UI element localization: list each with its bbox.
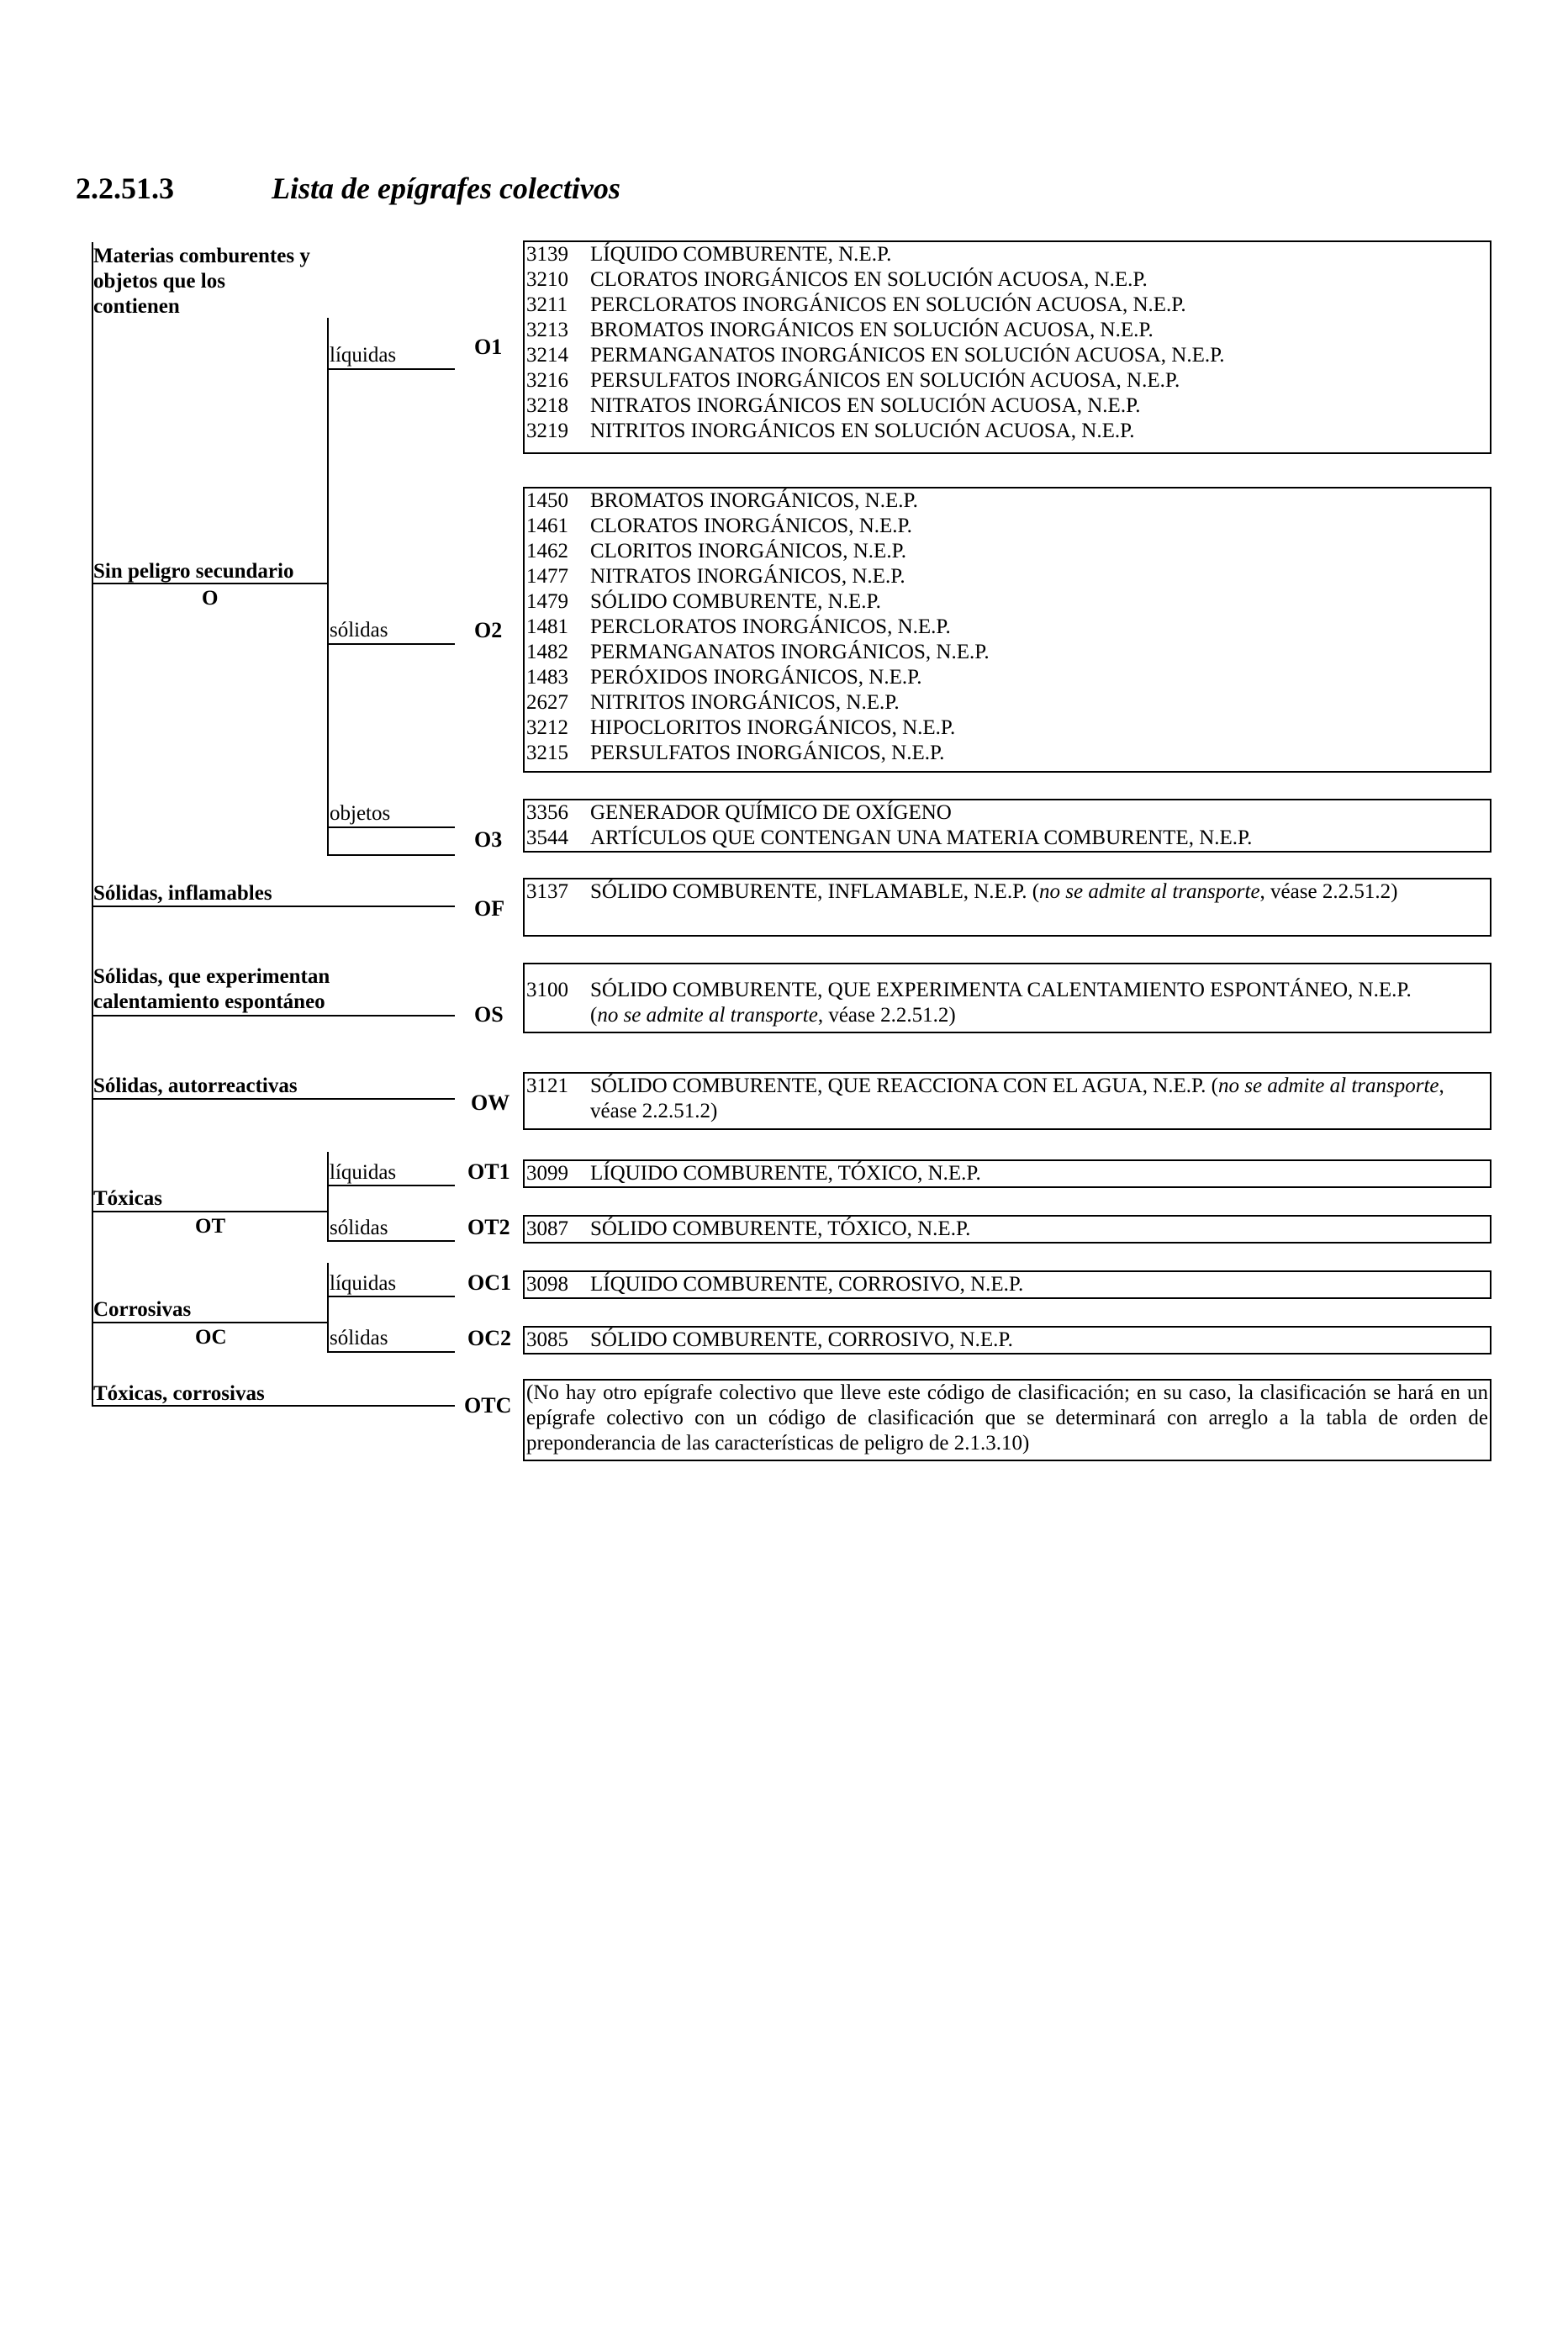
- corrosive-label: Corrosivas: [93, 1298, 192, 1321]
- un-number: 3218: [526, 394, 568, 417]
- entries-box-o2: [523, 487, 1491, 773]
- entry-row: [526, 1328, 1485, 1353]
- tree-line-no-secondary: [92, 583, 327, 584]
- sub-liquids-oc: líquidas: [330, 1272, 397, 1295]
- tree-line-self-heating: [92, 1015, 455, 1017]
- entry-name: PERMANGANATOS INORGÁNICOS, N.E.P.: [590, 641, 990, 663]
- entries-box-ot1: [523, 1159, 1491, 1188]
- un-number: 3085: [526, 1328, 568, 1351]
- code-oc1: OC1: [467, 1270, 511, 1295]
- entry-row: [526, 615, 1485, 640]
- un-number: 3137: [526, 880, 568, 903]
- entry-note: no se admite al transporte: [597, 1004, 818, 1027]
- un-number: 1461: [526, 515, 568, 537]
- tree-line-liquids: [327, 368, 455, 370]
- entry-row: [526, 589, 1485, 615]
- tree-line-toxic: [92, 1211, 327, 1212]
- entry-name: LÍQUIDO COMBURENTE, N.E.P.: [590, 243, 892, 266]
- toxic-code: OT: [195, 1215, 226, 1238]
- entry-row: [526, 665, 1485, 690]
- code-o2: O2: [474, 618, 503, 642]
- code-os: OS: [474, 1002, 504, 1027]
- entry-name: CLORATOS INORGÁNICOS EN SOLUCIÓN ACUOSA, N.E.P.: [590, 268, 1148, 291]
- entry-name: SÓLIDO COMBURENTE, QUE REACCIONA CON EL AGUA, N.E.P. (: [590, 1075, 1218, 1097]
- un-number: 3212: [526, 716, 568, 739]
- entries-box-os: [523, 963, 1491, 1033]
- entries-box-ow: [523, 1072, 1491, 1130]
- entry-row: [526, 343, 1485, 368]
- entry-name: NITRATOS INORGÁNICOS EN SOLUCIÓN ACUOSA, N.E.P.: [590, 394, 1141, 417]
- entry-row: [526, 393, 1485, 419]
- entry-row: [526, 419, 1485, 444]
- entry-name: SÓLIDO COMBURENTE, INFLAMABLE, N.E.P. (: [590, 880, 1040, 903]
- entry-tail: , véase 2.2.51.2): [590, 1075, 1444, 1122]
- entry-name: BROMATOS INORGÁNICOS EN SOLUCIÓN ACUOSA, N.E.P.: [590, 319, 1154, 341]
- tree-line-water-reactive: [92, 1098, 455, 1100]
- un-number: 3211: [526, 293, 568, 316]
- tree-o-vertical: [327, 318, 329, 856]
- code-o3: O3: [474, 827, 503, 852]
- section-title: Lista de epígrafes colectivos: [272, 172, 620, 205]
- tree-line-oc2: [327, 1351, 455, 1353]
- entry-name: NITRITOS INORGÁNICOS, N.E.P.: [590, 691, 900, 714]
- entry-tail: , véase 2.2.51.2): [1259, 880, 1398, 903]
- root-label-line-3: contienen: [93, 295, 180, 318]
- entry-name: PERÓXIDOS INORGÁNICOS, N.E.P.: [590, 666, 922, 689]
- un-number: 1481: [526, 615, 568, 638]
- entry-text: [590, 1074, 1485, 1124]
- entry-row: [526, 978, 1485, 1003]
- entry-name: GENERADOR QUÍMICO DE OXÍGENO: [590, 801, 952, 824]
- entry-row: [526, 826, 1485, 851]
- self-heating-label-line-1: Sólidas, que experimentan: [93, 965, 330, 988]
- entry-row: [526, 1161, 1485, 1186]
- entry-name: ARTÍCULOS QUE CONTENGAN UNA MATERIA COMBURENTE, N.E.P.: [590, 826, 1253, 849]
- tree-line-ot2: [327, 1240, 455, 1242]
- entry-note: no se admite al transporte: [1039, 880, 1260, 903]
- tree-line-corrosive: [92, 1322, 327, 1323]
- entry-name: NITRITOS INORGÁNICOS EN SOLUCIÓN ACUOSA, N.E.P.: [590, 420, 1135, 442]
- otc-note: (No hay otro epígrafe colectivo que lleve este código de clasificación; en su caso, la clasificación se hará en un epígrafe colectivo con un código de clasificación que se determinará con arreglo a la tabla de orden de preponderancia de las características de peligro de 2.1.3.10): [526, 1381, 1488, 1455]
- entry-name: PERCLORATOS INORGÁNICOS EN SOLUCIÓN ACUOSA, N.E.P.: [590, 293, 1186, 316]
- no-secondary-label: Sin peligro secundario: [93, 560, 294, 583]
- entry-row: [526, 318, 1485, 343]
- root-label-line-1: Materias comburentes y: [93, 245, 310, 267]
- entries-box-o3: [523, 799, 1491, 853]
- code-of: OF: [474, 896, 505, 921]
- entry-tail: , véase 2.2.51.2): [817, 1004, 956, 1027]
- entry-row: [526, 488, 1485, 514]
- entry-open: (: [590, 1004, 598, 1027]
- entry-text: [590, 879, 1485, 905]
- entry-row: [526, 564, 1485, 589]
- entries-box-of: [523, 878, 1491, 937]
- un-number: 1483: [526, 666, 568, 689]
- un-number: 3356: [526, 801, 568, 824]
- no-secondary-code: O: [202, 587, 219, 610]
- entry-name: NITRATOS INORGÁNICOS, N.E.P.: [590, 565, 905, 588]
- tree-line-toxic-corrosive: [92, 1405, 455, 1407]
- entry-row: [526, 800, 1485, 826]
- un-number: 3215: [526, 742, 568, 764]
- un-number: 3214: [526, 344, 568, 367]
- un-number: 3099: [526, 1162, 568, 1185]
- entry-name: PERMANGANATOS INORGÁNICOS EN SOLUCIÓN ACUOSA, N.E.P.: [590, 344, 1225, 367]
- un-number: 1477: [526, 565, 568, 588]
- code-ow: OW: [471, 1090, 510, 1115]
- entry-row: [526, 1217, 1485, 1242]
- code-ot2: OT2: [467, 1215, 510, 1239]
- entry-name: SÓLIDO COMBURENTE, N.E.P.: [590, 590, 881, 613]
- code-oc2: OC2: [467, 1326, 511, 1350]
- entry-name: CLORITOS INORGÁNICOS, N.E.P.: [590, 540, 906, 562]
- self-heating-label-line-2: calentamiento espontáneo: [93, 990, 325, 1013]
- entry-note: no se admite al transporte: [1218, 1075, 1439, 1097]
- entry-row: [526, 741, 1485, 766]
- un-number: 1450: [526, 489, 568, 512]
- entry-row: [526, 690, 1485, 716]
- un-number: 3139: [526, 243, 568, 266]
- section-number: 2.2.51.3: [76, 172, 174, 205]
- entry-name: SÓLIDO COMBURENTE, QUE EXPERIMENTA CALENTAMIENTO ESPONTÁNEO, N.E.P.: [590, 979, 1412, 1001]
- sub-solids-ot: sólidas: [330, 1217, 388, 1239]
- entry-row: [526, 368, 1485, 393]
- root-label-line-2: objetos que los: [93, 270, 225, 293]
- entry-name: SÓLIDO COMBURENTE, TÓXICO, N.E.P.: [590, 1217, 971, 1240]
- entries-box-otc: [523, 1379, 1491, 1461]
- entry-row: [526, 1272, 1485, 1297]
- un-number: 3100: [526, 979, 568, 1001]
- un-number: 1482: [526, 641, 568, 663]
- tree-line-solids: [327, 643, 455, 645]
- entries-box-oc1: [523, 1270, 1491, 1299]
- un-number: 2627: [526, 691, 568, 714]
- entry-name: BROMATOS INORGÁNICOS, N.E.P.: [590, 489, 918, 512]
- corrosive-code: OC: [195, 1326, 227, 1349]
- entry-name: PERSULFATOS INORGÁNICOS, N.E.P.: [590, 742, 945, 764]
- code-ot1: OT1: [467, 1159, 510, 1184]
- entry-name: SÓLIDO COMBURENTE, CORROSIVO, N.E.P.: [590, 1328, 1013, 1351]
- un-number: 3216: [526, 369, 568, 392]
- un-number: 3210: [526, 268, 568, 291]
- entry-row: [526, 242, 1485, 267]
- tree-oc-vertical: [327, 1263, 329, 1352]
- water-reactive-label: Sólidas, autorreactivas: [93, 1075, 298, 1097]
- tree-line-objects: [327, 826, 455, 828]
- entry-row: [526, 514, 1485, 539]
- tree-line-flammable: [92, 906, 455, 907]
- un-number: 3098: [526, 1273, 568, 1296]
- un-number: 3121: [526, 1075, 568, 1097]
- un-number: 1462: [526, 540, 568, 562]
- sub-objects-o: objetos: [330, 802, 391, 825]
- flammable-label: Sólidas, inflamables: [93, 882, 272, 905]
- tree-line-ot1: [327, 1185, 455, 1186]
- un-number: 3219: [526, 420, 568, 442]
- entries-box-oc2: [523, 1326, 1491, 1354]
- entry-name: LÍQUIDO COMBURENTE, CORROSIVO, N.E.P.: [590, 1273, 1024, 1296]
- entry-name: PERSULFATOS INORGÁNICOS EN SOLUCIÓN ACUOSA, N.E.P.: [590, 369, 1180, 392]
- un-number: 3544: [526, 826, 568, 849]
- code-o1: O1: [474, 335, 503, 359]
- entry-row: [526, 640, 1485, 665]
- entry-row: [526, 1074, 1485, 1124]
- entry-row: [526, 267, 1485, 293]
- entry-row-continued: [526, 1003, 1485, 1028]
- entry-name: CLORATOS INORGÁNICOS, N.E.P.: [590, 515, 912, 537]
- sub-solids-o: sólidas: [330, 619, 388, 642]
- sub-liquids-ot: líquidas: [330, 1161, 397, 1184]
- entries-box-ot2: [523, 1215, 1491, 1244]
- tree-ot-vertical: [327, 1152, 329, 1241]
- un-number: 3087: [526, 1217, 568, 1240]
- tree-line-o3: [327, 854, 455, 856]
- entry-row: [526, 539, 1485, 564]
- entry-name: LÍQUIDO COMBURENTE, TÓXICO, N.E.P.: [590, 1162, 981, 1185]
- tree-main-vertical: [92, 242, 93, 1406]
- entry-row: [526, 716, 1485, 741]
- entry-name: HIPOCLORITOS INORGÁNICOS, N.E.P.: [590, 716, 956, 739]
- entry-text: [590, 1003, 1485, 1028]
- entry-row: [526, 879, 1485, 905]
- un-number: 1479: [526, 590, 568, 613]
- entry-row: [526, 293, 1485, 318]
- code-otc: OTC: [464, 1393, 512, 1418]
- tree-line-oc1: [327, 1296, 455, 1297]
- un-number: 3213: [526, 319, 568, 341]
- toxic-corrosive-label: Tóxicas, corrosivas: [93, 1382, 265, 1405]
- sub-solids-oc: sólidas: [330, 1327, 388, 1349]
- entry-name: PERCLORATOS INORGÁNICOS, N.E.P.: [590, 615, 951, 638]
- sub-liquids-o: líquidas: [330, 344, 397, 367]
- entries-box-o1: [523, 240, 1491, 454]
- toxic-label: Tóxicas: [93, 1187, 162, 1210]
